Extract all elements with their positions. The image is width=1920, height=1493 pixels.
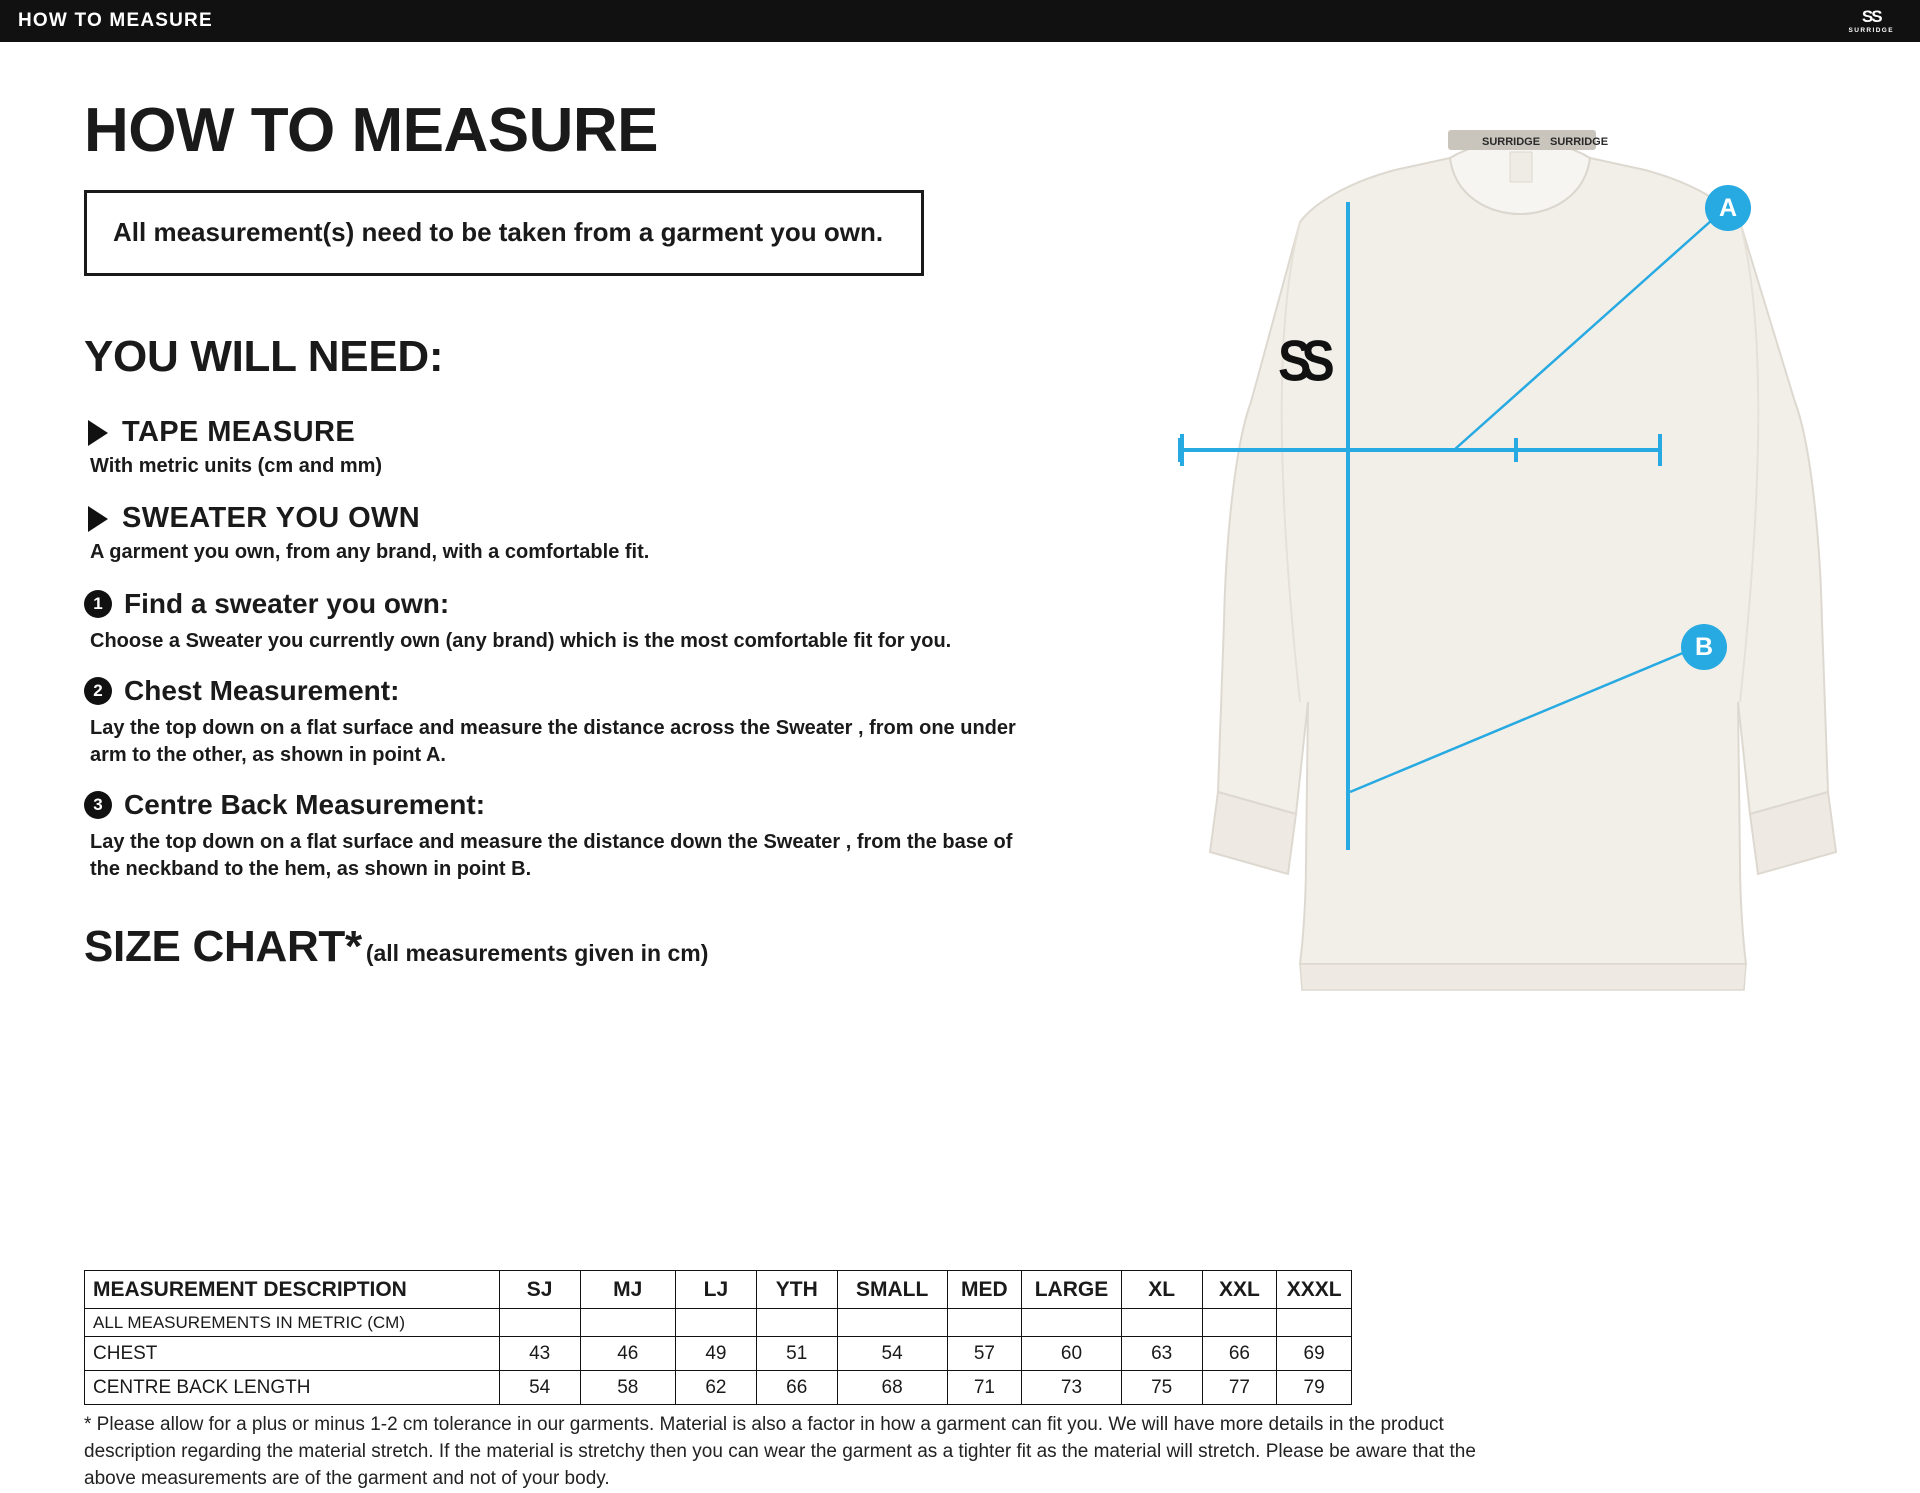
table-cell bbox=[499, 1309, 580, 1337]
size-chart-heading bbox=[84, 922, 1044, 972]
table-cell bbox=[1022, 1309, 1122, 1337]
table-header-cell: MJ bbox=[580, 1271, 675, 1309]
need-item-tape-measure bbox=[84, 416, 1044, 478]
table-cell: 79 bbox=[1277, 1371, 1352, 1405]
you-will-need-heading: YOU WILL NEED: bbox=[84, 332, 444, 382]
step-3 bbox=[84, 789, 1044, 883]
table-header-cell: XXL bbox=[1202, 1271, 1277, 1309]
table-cell: 46 bbox=[580, 1337, 675, 1371]
table-cell: 77 bbox=[1202, 1371, 1277, 1405]
table-cell: 71 bbox=[947, 1371, 1022, 1405]
table-header-cell: SMALL bbox=[837, 1271, 947, 1309]
brand-mark-icon: SS bbox=[1861, 7, 1881, 26]
table-cell bbox=[756, 1309, 837, 1337]
table-cell: 58 bbox=[580, 1371, 675, 1405]
table-header-cell: LARGE bbox=[1022, 1271, 1122, 1309]
size-chart-table bbox=[84, 1270, 1352, 1405]
need-item-label: SWEATER YOU OWN bbox=[122, 502, 421, 535]
step-2 bbox=[84, 675, 1044, 769]
table-row-metric-note bbox=[85, 1309, 1352, 1337]
triangle-bullet-icon bbox=[88, 420, 108, 446]
table-cell bbox=[837, 1309, 947, 1337]
table-cell: 69 bbox=[1277, 1337, 1352, 1371]
table-cell: 73 bbox=[1022, 1371, 1122, 1405]
size-chart-table-wrapper bbox=[84, 1270, 1352, 1405]
top-bar-title: HOW TO MEASURE bbox=[18, 10, 213, 31]
table-header-cell: XXXL bbox=[1277, 1271, 1352, 1309]
table-cell-row-label: CHEST bbox=[85, 1337, 500, 1371]
table-cell bbox=[947, 1309, 1022, 1337]
need-item-sub: With metric units (cm and mm) bbox=[90, 455, 383, 478]
table-header-cell: LJ bbox=[675, 1271, 756, 1309]
sweater-illustration bbox=[1050, 102, 1870, 1122]
table-cell: 63 bbox=[1121, 1337, 1202, 1371]
top-bar bbox=[0, 0, 1920, 42]
table-cell: 57 bbox=[947, 1337, 1022, 1371]
table-row bbox=[85, 1371, 1352, 1405]
step-title: Find a sweater you own: bbox=[124, 588, 450, 620]
chest-logo-icon: SS bbox=[1278, 328, 1325, 394]
neck-label-left-text: SURRIDGE bbox=[1482, 136, 1541, 148]
garment-diagram bbox=[1050, 102, 1870, 1122]
step-body: Lay the top down on a flat surface and measure the distance across the Sweater , from one under arm to the other, as shown in point A. bbox=[90, 717, 1016, 766]
need-item-sub: A garment you own, from any brand, with a comfortable fit. bbox=[90, 541, 650, 564]
table-cell: 62 bbox=[675, 1371, 756, 1405]
step-body: Lay the top down on a flat surface and measure the distance down the Sweater , from the base of the neckband to the hem, as shown in point B. bbox=[90, 830, 1013, 880]
table-header-cell: SJ bbox=[499, 1271, 580, 1309]
table-cell: 54 bbox=[837, 1337, 947, 1371]
step-number-badge: 1 bbox=[84, 590, 112, 618]
table-cell-row-label: CENTRE BACK LENGTH bbox=[85, 1371, 500, 1405]
instructions-column bbox=[84, 96, 1044, 972]
table-cell-metric-label: ALL MEASUREMENTS IN METRIC (CM) bbox=[85, 1309, 500, 1337]
table-header-cell: XL bbox=[1121, 1271, 1202, 1309]
size-chart-heading-main: SIZE CHART* bbox=[84, 922, 362, 972]
table-row bbox=[85, 1337, 1352, 1371]
table-cell bbox=[1277, 1309, 1352, 1337]
table-cell: 60 bbox=[1022, 1337, 1122, 1371]
need-item-label: TAPE MEASURE bbox=[122, 416, 356, 449]
table-cell bbox=[580, 1309, 675, 1337]
table-cell: 43 bbox=[499, 1337, 580, 1371]
table-header-cell: MEASUREMENT DESCRIPTION bbox=[85, 1271, 500, 1309]
step-1 bbox=[84, 588, 1044, 655]
table-cell bbox=[1121, 1309, 1202, 1337]
table-cell: 54 bbox=[499, 1371, 580, 1405]
measurement-note-box bbox=[84, 190, 924, 276]
table-cell bbox=[675, 1309, 756, 1337]
table-cell: 51 bbox=[756, 1337, 837, 1371]
page-body bbox=[0, 42, 1920, 1490]
table-cell: 75 bbox=[1121, 1371, 1202, 1405]
step-body: Choose a Sweater you currently own (any brand) which is the most comfortable fit for you. bbox=[90, 630, 952, 653]
callout-a-badge: A bbox=[1705, 185, 1751, 231]
footnote-text: * Please allow for a plus or minus 1-2 cm tolerance in our garments. Material is also a factor in how a garment can fit you. We will have more details in the product description regarding the material stretch. If the material is stretchy then you can wear the garment as a tighter fit as the material will stretch. Please be aware that the above measurements are of the garment and not of your body. bbox=[84, 1414, 1476, 1489]
brand-logo bbox=[1848, 8, 1920, 34]
table-cell bbox=[1202, 1309, 1277, 1337]
triangle-bullet-icon bbox=[88, 506, 108, 532]
table-cell: 66 bbox=[756, 1371, 837, 1405]
table-cell: 49 bbox=[675, 1337, 756, 1371]
brand-name-label: SURRIDGE bbox=[1848, 27, 1894, 34]
size-chart-heading-sub: (all measurements given in cm) bbox=[365, 940, 709, 967]
table-header-row bbox=[85, 1271, 1352, 1309]
callout-b-badge: B bbox=[1681, 624, 1727, 670]
table-header-cell: YTH bbox=[756, 1271, 837, 1309]
page-title: HOW TO MEASURE bbox=[84, 96, 658, 165]
step-number-badge: 2 bbox=[84, 677, 112, 705]
table-cell: 68 bbox=[837, 1371, 947, 1405]
table-cell: 66 bbox=[1202, 1337, 1277, 1371]
step-number-badge: 3 bbox=[84, 791, 112, 819]
step-title: Centre Back Measurement: bbox=[124, 788, 486, 820]
neck-label-right-text: SURRIDGE bbox=[1550, 136, 1609, 148]
step-title: Chest Measurement: bbox=[124, 675, 400, 707]
measurement-note-text: All measurement(s) need to be taken from a garment you own. bbox=[113, 217, 884, 247]
need-item-sweater bbox=[84, 502, 1044, 564]
table-header-cell: MED bbox=[947, 1271, 1022, 1309]
